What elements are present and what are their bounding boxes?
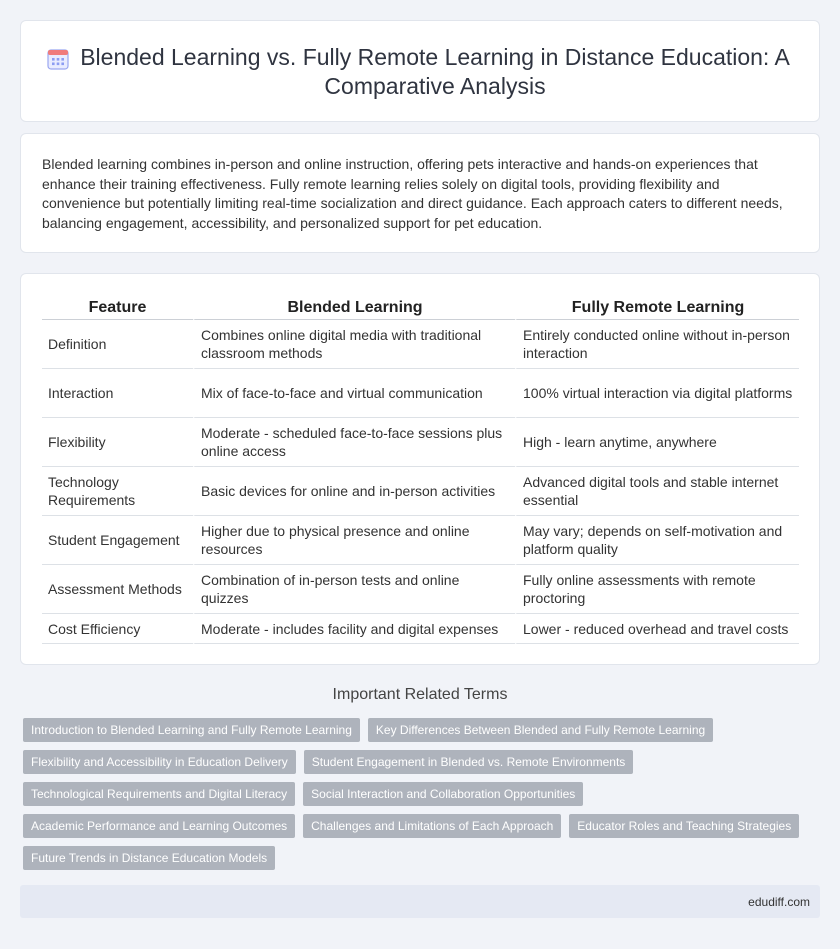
table-row [42,320,799,369]
comparison-card [20,273,820,665]
related-term-tag[interactable]: Introduction to Blended Learning and Fully Remote Learning [23,718,360,742]
related-term-tag[interactable]: Social Interaction and Collaboration Opportunities [303,782,583,806]
comparison-table [42,298,799,644]
feature-cell: Cost Efficiency [42,614,193,644]
related-term-tag[interactable]: Challenges and Limitations of Each Approach [303,814,561,838]
feature-cell: Technology Requirements [42,467,193,516]
intro-paragraph: Blended learning combines in-person and online instruction, offering pets interactive and hands-on experiences that enhance their training effectiveness. Fully remote learning relies solely on digital tools, providing flexibility and convenience but potentially limiting real-time socialization and direct guidance. Each approach caters to different needs, balancing engagement, accessibility, and personalized support for pet education. [42,156,783,231]
remote-cell: 100% virtual interaction via digital platforms [515,369,799,418]
related-term-tag[interactable]: Educator Roles and Teaching Strategies [569,814,799,838]
blended-cell: Mix of face-to-face and virtual communication [193,369,515,418]
related-term-tag[interactable]: Student Engagement in Blended vs. Remote Environments [304,750,634,774]
table-row [42,516,799,565]
blended-cell: Higher due to physical presence and online resources [193,516,515,565]
table-row [42,467,799,516]
table-header-row [42,298,799,320]
site-name[interactable]: edudiff.com [748,895,810,909]
feature-cell: Assessment Methods [42,565,193,614]
remote-cell: Lower - reduced overhead and travel costs [515,614,799,644]
table-row [42,614,799,644]
feature-cell: Flexibility [42,418,193,467]
related-terms-title: Important Related Terms [332,686,508,703]
table-row [42,565,799,614]
related-term-tag[interactable]: Future Trends in Distance Education Models [23,846,275,870]
blended-cell: Basic devices for online and in-person activities [193,467,515,516]
blended-cell: Moderate - includes facility and digital expenses [193,614,515,644]
title-card [20,20,820,122]
related-term-tag[interactable]: Key Differences Between Blended and Fully Remote Learning [368,718,713,742]
related-term-tag[interactable]: Academic Performance and Learning Outcomes [23,814,295,838]
header-feature: Feature [42,298,193,320]
remote-cell: High - learn anytime, anywhere [515,418,799,467]
blended-cell: Combination of in-person tests and online quizzes [193,565,515,614]
feature-cell: Student Engagement [42,516,193,565]
related-term-tag[interactable]: Technological Requirements and Digital Literacy [23,782,295,806]
related-terms-list [23,718,803,870]
header-blended: Blended Learning [193,298,515,320]
table-row [42,418,799,467]
header-remote: Fully Remote Learning [515,298,799,320]
blended-cell: Combines online digital media with traditional classroom methods [193,320,515,369]
remote-cell: Fully online assessments with remote proctoring [515,565,799,614]
remote-cell: May vary; depends on self-motivation and platform quality [515,516,799,565]
related-term-tag[interactable]: Flexibility and Accessibility in Education Delivery [23,750,296,774]
remote-cell: Entirely conducted online without in-person interaction [515,320,799,369]
page-title: Blended Learning vs. Fully Remote Learning in Distance Education: A Comparative Analysis [80,44,790,99]
remote-cell: Advanced digital tools and stable internet essential [515,467,799,516]
feature-cell: Interaction [42,369,193,418]
footer [20,885,820,918]
feature-cell: Definition [42,320,193,369]
intro-card [20,133,820,253]
blended-cell: Moderate - scheduled face-to-face sessions plus online access [193,418,515,467]
table-row [42,369,799,418]
